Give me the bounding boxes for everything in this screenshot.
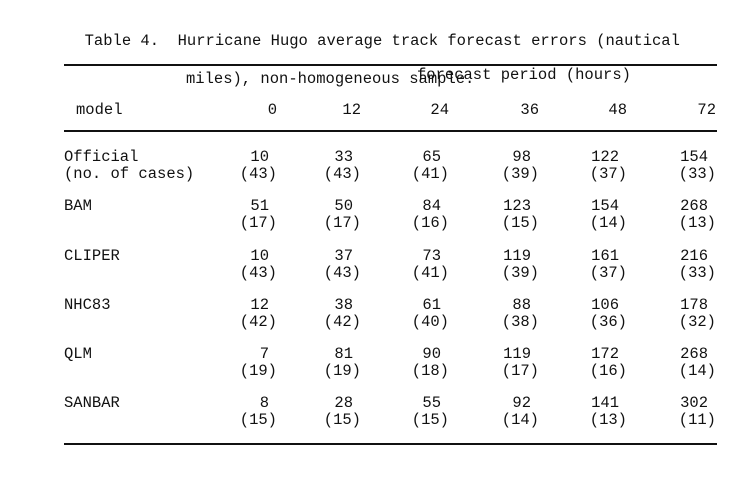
table-cell	[301, 198, 361, 232]
case-count: (15)	[323, 411, 361, 429]
error-value: 154	[680, 148, 708, 166]
row-model-name: CLIPER	[64, 247, 120, 265]
case-count: (17)	[239, 214, 277, 232]
row-model-name: NHC83	[64, 296, 111, 314]
case-count: (41)	[411, 165, 449, 183]
bottom-rule	[64, 443, 717, 445]
table-cell	[217, 248, 277, 282]
case-count: (43)	[239, 264, 277, 282]
table-cell	[656, 149, 716, 183]
row-label	[64, 395, 120, 412]
error-value: 61	[422, 296, 441, 314]
error-value: 55	[422, 394, 441, 412]
row-model-name: QLM	[64, 345, 92, 363]
table-cell	[479, 346, 539, 380]
error-value: 154	[591, 197, 619, 215]
case-count: (43)	[323, 264, 361, 282]
table-cell	[567, 248, 627, 282]
case-count: (32)	[678, 313, 716, 331]
column-header-12: 12	[342, 101, 361, 119]
case-count: (33)	[678, 165, 716, 183]
error-value: 28	[334, 394, 353, 412]
table-cell	[301, 297, 361, 331]
case-count: (19)	[239, 362, 277, 380]
row-label	[64, 198, 92, 215]
table-cell	[301, 395, 361, 429]
caption-line-1: Table 4. Hurricane Hugo average track forecast errors (nautical	[84, 32, 680, 50]
case-count: (14)	[589, 214, 627, 232]
error-value: 88	[512, 296, 531, 314]
table-cell	[389, 149, 449, 183]
case-count: (15)	[239, 411, 277, 429]
case-count: (38)	[501, 313, 539, 331]
case-count: (42)	[323, 313, 361, 331]
row-label	[64, 149, 194, 183]
table-cell	[389, 346, 449, 380]
case-count: (13)	[589, 411, 627, 429]
table-cell	[479, 248, 539, 282]
error-value: 178	[680, 296, 708, 314]
case-count: (15)	[501, 214, 539, 232]
error-value: 302	[680, 394, 708, 412]
case-count: (33)	[678, 264, 716, 282]
case-count: (19)	[323, 362, 361, 380]
error-value: 51	[250, 197, 269, 215]
case-count: (16)	[589, 362, 627, 380]
caption-line-2: miles), non-homogeneous sample.	[186, 70, 475, 88]
error-value: 33	[334, 148, 353, 166]
header-rule	[64, 130, 717, 132]
error-value: 38	[334, 296, 353, 314]
row-model-name: SANBAR	[64, 394, 120, 412]
case-count: (15)	[411, 411, 449, 429]
case-count: (39)	[501, 165, 539, 183]
row-model-name: Official	[64, 148, 139, 166]
table-cell	[389, 297, 449, 331]
table-cell	[217, 346, 277, 380]
error-value: 92	[512, 394, 531, 412]
case-count: (16)	[411, 214, 449, 232]
case-count: (11)	[678, 411, 716, 429]
error-value: 84	[422, 197, 441, 215]
table-cell	[479, 395, 539, 429]
error-value: 10	[250, 247, 269, 265]
case-count: (43)	[323, 165, 361, 183]
error-value: 216	[680, 247, 708, 265]
case-count: (37)	[589, 165, 627, 183]
table-cell	[301, 149, 361, 183]
case-count: (14)	[501, 411, 539, 429]
error-value: 122	[591, 148, 619, 166]
error-value: 50	[334, 197, 353, 215]
forecast-period-header: forecast period (hours)	[417, 66, 631, 84]
column-header-36: 36	[520, 101, 539, 119]
column-header-72: 72	[697, 101, 716, 119]
row-label	[64, 297, 111, 314]
error-value: 10	[250, 148, 269, 166]
table-cell	[567, 395, 627, 429]
table-cell	[656, 198, 716, 232]
case-count: (41)	[411, 264, 449, 282]
table-caption	[66, 13, 680, 108]
column-header-0: 0	[267, 101, 277, 119]
table-cell	[567, 149, 627, 183]
table-cell	[479, 297, 539, 331]
error-value: 172	[591, 345, 619, 363]
row-model-name: BAM	[64, 197, 92, 215]
row-label	[64, 248, 120, 265]
case-count: (17)	[501, 362, 539, 380]
table-cell	[217, 395, 277, 429]
error-value: 106	[591, 296, 619, 314]
column-header-48: 48	[608, 101, 627, 119]
case-count: (36)	[589, 313, 627, 331]
error-value: 98	[512, 148, 531, 166]
table-cell	[656, 248, 716, 282]
row-sublabel: (no. of cases)	[64, 165, 195, 183]
case-count: (13)	[678, 214, 716, 232]
table-cell	[567, 297, 627, 331]
table-cell	[656, 297, 716, 331]
model-column-header: model	[76, 101, 123, 119]
error-value: 141	[591, 394, 619, 412]
error-value: 119	[503, 247, 531, 265]
error-value: 123	[503, 197, 531, 215]
case-count: (40)	[411, 313, 449, 331]
error-value: 161	[591, 247, 619, 265]
error-value: 268	[680, 345, 708, 363]
column-header-24: 24	[430, 101, 449, 119]
table-cell	[389, 248, 449, 282]
case-count: (43)	[239, 165, 277, 183]
case-count: (39)	[501, 264, 539, 282]
table-cell	[479, 198, 539, 232]
table-cell	[567, 346, 627, 380]
table-cell	[389, 395, 449, 429]
case-count: (17)	[323, 214, 361, 232]
table-cell	[479, 149, 539, 183]
case-count: (42)	[239, 313, 277, 331]
table-cell	[217, 297, 277, 331]
table-cell	[217, 198, 277, 232]
table-cell	[217, 149, 277, 183]
table-cell	[567, 198, 627, 232]
table-cell	[301, 248, 361, 282]
table-cell	[301, 346, 361, 380]
case-count: (37)	[589, 264, 627, 282]
row-label	[64, 346, 92, 363]
case-count: (18)	[411, 362, 449, 380]
error-value: 268	[680, 197, 708, 215]
case-count: (14)	[678, 362, 716, 380]
table-cell	[389, 198, 449, 232]
error-value: 73	[422, 247, 441, 265]
error-value: 81	[334, 345, 353, 363]
error-value: 12	[250, 296, 269, 314]
error-value: 8	[259, 394, 269, 412]
error-value: 65	[422, 148, 441, 166]
error-value: 119	[503, 345, 531, 363]
error-value: 37	[334, 247, 353, 265]
error-value: 90	[422, 345, 441, 363]
error-value: 7	[259, 345, 269, 363]
table-cell	[656, 346, 716, 380]
table-cell	[656, 395, 716, 429]
